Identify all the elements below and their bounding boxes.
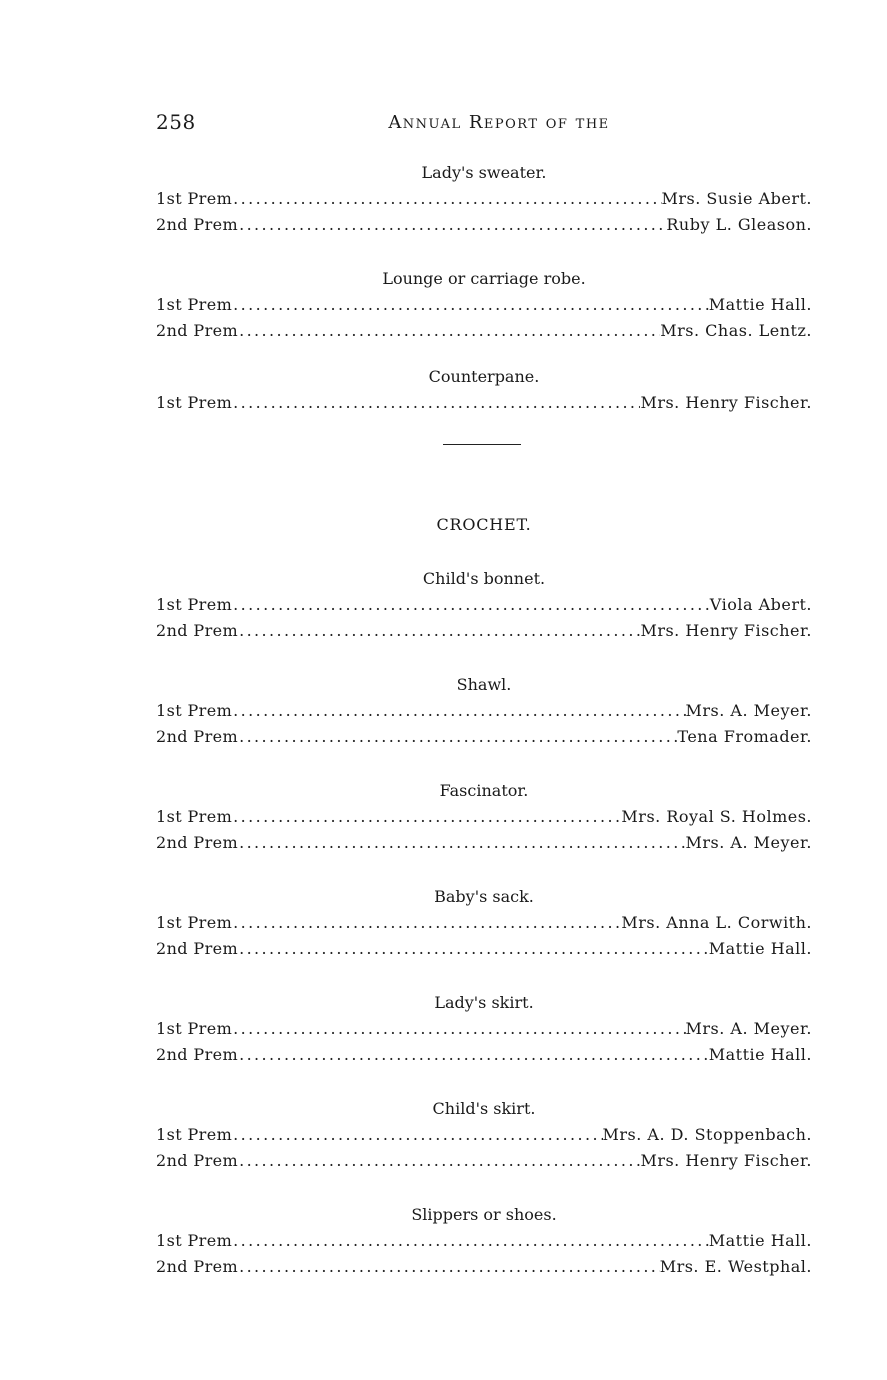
premium-entry bbox=[156, 212, 812, 238]
premium-entry bbox=[156, 618, 812, 644]
prize-label: 2nd Prem bbox=[156, 621, 239, 640]
premium-entry bbox=[156, 318, 812, 344]
premium-entry bbox=[156, 698, 812, 724]
winner-name: Mrs. Henry Fischer. bbox=[640, 1151, 812, 1170]
category-heading: Lady's skirt. bbox=[434, 993, 534, 1012]
dot-leader bbox=[238, 1042, 709, 1068]
dot-leader bbox=[238, 724, 677, 750]
prize-label: 1st Prem bbox=[156, 393, 233, 412]
winner-name: Mattie Hall. bbox=[708, 295, 812, 314]
winner-name: Tena Fromader. bbox=[677, 727, 812, 746]
dot-leader bbox=[232, 1016, 685, 1042]
winner-name: Mrs. A. Meyer. bbox=[685, 701, 812, 720]
dot-leader bbox=[232, 698, 685, 724]
category-group bbox=[156, 160, 812, 238]
premium-entry bbox=[156, 1148, 812, 1174]
prize-label: 2nd Prem bbox=[156, 215, 239, 234]
premium-entry bbox=[156, 1016, 812, 1042]
dot-leader bbox=[232, 292, 709, 318]
premium-entry bbox=[156, 804, 812, 830]
category-group bbox=[156, 990, 812, 1068]
category-group bbox=[156, 1202, 812, 1280]
prize-label: 1st Prem bbox=[156, 189, 233, 208]
dot-leader bbox=[238, 936, 709, 962]
premium-entry bbox=[156, 1122, 812, 1148]
category-heading: Fascinator. bbox=[439, 781, 529, 800]
dot-leader bbox=[238, 318, 660, 344]
prize-label: 2nd Prem bbox=[156, 1045, 239, 1064]
section-divider bbox=[156, 416, 812, 456]
category-heading: Lounge or carriage robe. bbox=[382, 269, 586, 288]
dot-leader bbox=[232, 592, 710, 618]
premium-entry bbox=[156, 592, 812, 618]
category-group bbox=[156, 364, 812, 416]
category-heading: Lady's sweater. bbox=[421, 163, 547, 182]
prize-label: 1st Prem bbox=[156, 595, 233, 614]
winner-name: Mattie Hall. bbox=[708, 939, 812, 958]
divider-rule bbox=[443, 444, 521, 445]
category-group bbox=[156, 266, 812, 344]
winner-name: Mrs. Royal S. Holmes. bbox=[621, 807, 812, 826]
winner-name: Mrs. Anna L. Corwith. bbox=[621, 913, 812, 932]
winner-name: Mrs. Chas. Lentz. bbox=[660, 321, 812, 340]
running-header bbox=[156, 110, 812, 140]
prize-label: 2nd Prem bbox=[156, 939, 239, 958]
premium-entry bbox=[156, 936, 812, 962]
premium-entry bbox=[156, 1254, 812, 1280]
premium-entry bbox=[156, 910, 812, 936]
section-title: CROCHET. bbox=[436, 515, 532, 534]
dot-leader bbox=[238, 1148, 640, 1174]
winner-name: Mrs. A. Meyer. bbox=[685, 833, 812, 852]
dot-leader bbox=[238, 618, 640, 644]
prize-label: 2nd Prem bbox=[156, 1151, 239, 1170]
category-heading: Counterpane. bbox=[428, 367, 540, 386]
winner-name: Mrs. E. Westphal. bbox=[659, 1257, 812, 1276]
prize-label: 1st Prem bbox=[156, 913, 233, 932]
winner-name: Mattie Hall. bbox=[708, 1231, 812, 1250]
premium-entry bbox=[156, 1042, 812, 1068]
prize-label: 2nd Prem bbox=[156, 321, 239, 340]
running-title: Annual Report of the bbox=[388, 112, 610, 133]
prize-label: 2nd Prem bbox=[156, 727, 239, 746]
dot-leader bbox=[238, 1254, 660, 1280]
dot-leader bbox=[232, 910, 621, 936]
dot-leader bbox=[232, 1122, 602, 1148]
category-heading: Slippers or shoes. bbox=[411, 1205, 557, 1224]
dot-leader bbox=[232, 804, 621, 830]
dot-leader bbox=[238, 212, 666, 238]
premium-entry bbox=[156, 1228, 812, 1254]
prize-label: 1st Prem bbox=[156, 1125, 233, 1144]
winner-name: Mrs. A. D. Stoppenbach. bbox=[602, 1125, 812, 1144]
prize-label: 1st Prem bbox=[156, 1231, 233, 1250]
prize-label: 1st Prem bbox=[156, 295, 233, 314]
winner-name: Mrs. Susie Abert. bbox=[661, 189, 812, 208]
category-group bbox=[156, 566, 812, 644]
winner-name: Mattie Hall. bbox=[708, 1045, 812, 1064]
category-heading: Child's bonnet. bbox=[422, 569, 546, 588]
premium-entry bbox=[156, 830, 812, 856]
category-group bbox=[156, 672, 812, 750]
winner-name: Mrs. Henry Fischer. bbox=[640, 393, 812, 412]
prize-label: 1st Prem bbox=[156, 807, 233, 826]
premium-entry bbox=[156, 186, 812, 212]
winner-name: Viola Abert. bbox=[709, 595, 812, 614]
category-group bbox=[156, 778, 812, 856]
category-group bbox=[156, 884, 812, 962]
prize-label: 1st Prem bbox=[156, 701, 233, 720]
prize-label: 2nd Prem bbox=[156, 1257, 239, 1276]
dot-leader bbox=[232, 1228, 709, 1254]
premium-entry bbox=[156, 390, 812, 416]
premium-entry bbox=[156, 292, 812, 318]
category-group bbox=[156, 1096, 812, 1174]
winner-name: Mrs. A. Meyer. bbox=[685, 1019, 812, 1038]
category-heading: Baby's sack. bbox=[434, 887, 534, 906]
dot-leader bbox=[232, 390, 640, 416]
dot-leader bbox=[232, 186, 661, 212]
premium-list bbox=[156, 160, 812, 1280]
prize-label: 2nd Prem bbox=[156, 833, 239, 852]
category-heading: Shawl. bbox=[456, 675, 512, 694]
category-heading: Child's skirt. bbox=[432, 1099, 536, 1118]
prize-label: 1st Prem bbox=[156, 1019, 233, 1038]
winner-name: Ruby L. Gleason. bbox=[666, 215, 812, 234]
winner-name: Mrs. Henry Fischer. bbox=[640, 621, 812, 640]
dot-leader bbox=[238, 830, 685, 856]
premium-entry bbox=[156, 724, 812, 750]
page-number: 258 bbox=[156, 110, 196, 134]
